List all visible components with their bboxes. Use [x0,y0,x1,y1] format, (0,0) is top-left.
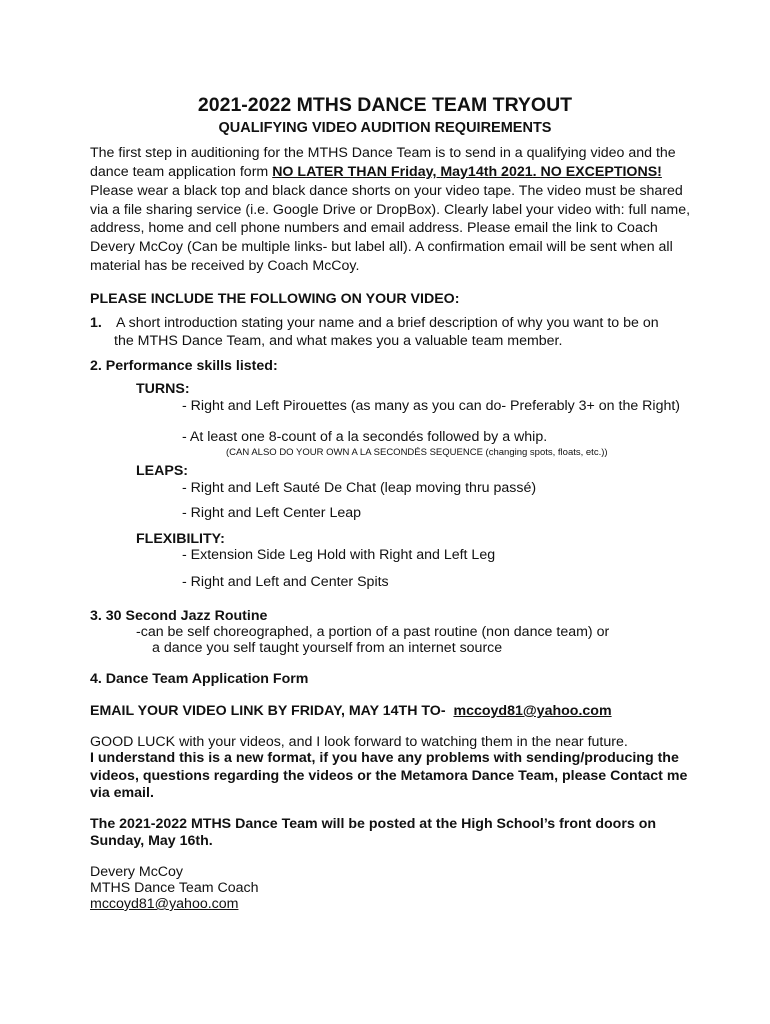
leaps-label: LEAPS: [136,463,189,479]
posted-line-2: Sunday, May 16th. [90,833,213,849]
intro-line-5: address, home and cell phone numbers and email address. Please email the link to Coach [90,220,658,236]
item-2-heading: 2. Performance skills listed: [90,358,278,374]
turns-item-1: - Right and Left Pirouettes (as many as you can do- Preferably 3+ on the Right) [182,398,681,414]
signature-role: MTHS Dance Team Coach [90,880,259,896]
turns-label: TURNS: [136,381,190,397]
item-1-line-2: the MTHS Dance Team, and what makes you a valuable team member. [114,333,563,349]
flexibility-item-2: - Right and Left and Center Spits [182,574,389,590]
contact-line-2: videos, questions regarding the videos or the Metamora Dance Team, please Contact me [90,768,688,784]
contact-line-1: I understand this is a new format, if you have any problems with sending/producing the [90,750,679,766]
intro-line-2 [90,163,662,182]
posted-line-1: The 2021-2022 MTHS Dance Team will be posted at the High School’s front doors on [90,816,657,832]
signature-email [90,895,238,914]
email-instruction [90,702,612,721]
intro-line-2-text: dance team application form [90,164,273,180]
intro-line-7: material has be received by Coach McCoy. [90,258,360,274]
item-4-heading: 4. Dance Team Application Form [90,671,309,687]
item-3-line-2: a dance you self taught yourself from an internet source [152,640,503,656]
item-1-number: 1. [90,315,102,331]
email-instruction-text: EMAIL YOUR VIDEO LINK BY FRIDAY, MAY 14TH TO- [90,703,446,719]
flexibility-item-1: - Extension Side Leg Hold with Right and Left Leg [182,547,496,563]
leaps-item-2: - Right and Left Center Leap [182,505,362,521]
contact-line-3: via email. [90,785,154,801]
page-subtitle: QUALIFYING VIDEO AUDITION REQUIREMENTS [218,120,552,136]
good-luck-line: GOOD LUCK with your videos, and I look forward to watching them in the near future. [90,734,628,750]
intro-line-1: The first step in auditioning for the MTHS Dance Team is to send in a qualifying video and the [90,145,676,161]
turns-item-2: - At least one 8-count of a la secondés followed by a whip. [182,429,548,445]
include-heading: PLEASE INCLUDE THE FOLLOWING ON YOUR VIDEO: [90,291,460,307]
page-title: 2021-2022 MTHS DANCE TEAM TRYOUT [197,94,573,116]
turns-note: (CAN ALSO DO YOUR OWN A LA SECONDÉS SEQUENCE (changing spots, floats, etc.)) [226,447,608,458]
leaps-item-1: - Right and Left Sauté De Chat (leap moving thru passé) [182,480,537,496]
flexibility-label: FLEXIBILITY: [136,531,225,547]
item-1-line-1: A short introduction stating your name and a brief description of why you want to be on [116,315,659,331]
intro-line-6: Devery McCoy (Can be multiple links- but label all). A confirmation email will be sent when all [90,239,673,255]
email-link[interactable]: mccoyd81@yahoo.com [453,703,612,719]
item-3-line-1: -can be self choreographed, a portion of a past routine (non dance team) or [136,624,610,640]
item-3-heading: 3. 30 Second Jazz Routine [90,608,268,624]
deadline-text: NO LATER THAN Friday, May14th 2021. NO EXCEPTIONS! [272,164,662,180]
intro-line-3: Please wear a black top and black dance shorts on your video tape. The video must be shared [90,183,683,199]
signature-name: Devery McCoy [90,864,184,880]
intro-line-4: via a file sharing service (i.e. Google Drive or DropBox). Clearly label your video with: full name, [90,202,691,218]
signature-email-link[interactable]: mccoyd81@yahoo.com [90,896,239,912]
